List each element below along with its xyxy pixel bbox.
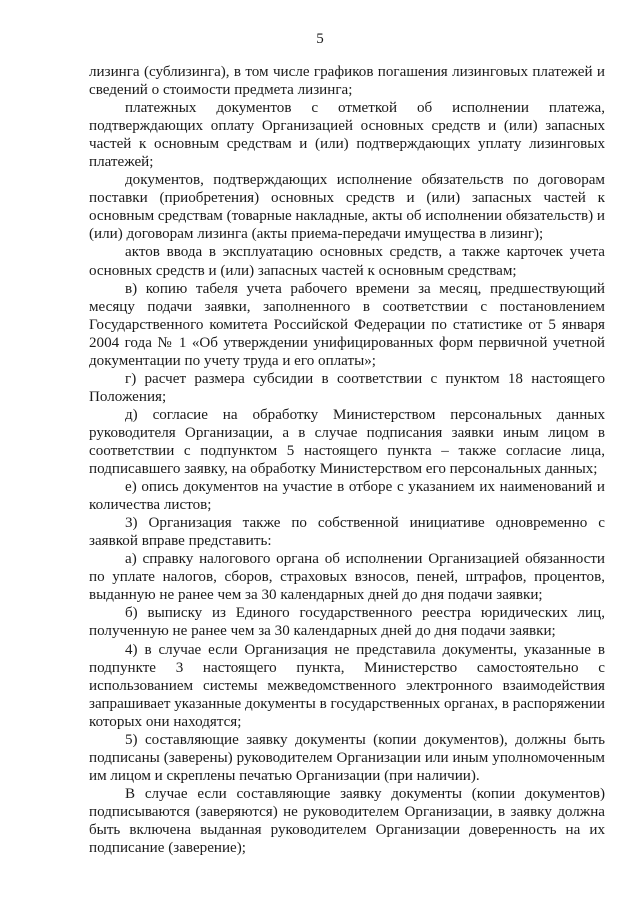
document-body <box>89 63 605 857</box>
paragraph-point-4: 4) в случае если Организация не представила документы, указанные в подпункте 3 настоящего пункта, Министерство самостоятельно с использованием системы межведомственного электронного взаимодействия запрашивает указанные документы в государственных органах, в распоряжении которых они находятся; <box>89 641 605 730</box>
paragraph-item-e: е) опись документов на участие в отборе с указанием их наименований и количества листов; <box>89 479 605 514</box>
paragraph-point-3-b: б) выписку из Единого государственного реестра юридических лиц, полученную не ранее чем за 30 календарных дней до дня подачи заявки; <box>89 605 605 640</box>
page-number: 5 <box>316 31 324 47</box>
paragraph-item-g: г) расчет размера субсидии в соответствии с пунктом 18 настоящего Положения; <box>89 370 605 405</box>
paragraph-point-3: 3) Организация также по собственной инициативе одновременно с заявкой вправе представить: <box>89 515 605 550</box>
paragraph-point-3-a: а) справку налогового органа об исполнении Организацией обязанности по уплате налогов, сборов, страховых взносов, пеней, штрафов, процентов, выданную не ранее чем за 30 календарных дней до дня подачи заявки; <box>89 551 605 604</box>
paragraph-payment-documents: платежных документов с отметкой об исполнении платежа, подтверждающих оплату Организацией основных средств и (или) запасных частей к основным средствам и (или) подтверждающих уплату лизинговых платежей; <box>89 100 605 171</box>
paragraph-point-5: 5) составляющие заявку документы (копии документов), должны быть подписаны (заверены) руководителем Организации или иным уполномоченным им лицом и скреплены печатью Организации (при наличии). <box>89 731 605 784</box>
paragraph-leasing-continuation: лизинга (сублизинга), в том числе графиков погашения лизинговых платежей и сведений о стоимости предмета лизинга; <box>89 64 605 99</box>
paragraph-item-d: д) согласие на обработку Министерством персональных данных руководителя Организации, а в случае подписания заявки иным лицом в соответствии с подпунктом 5 настоящего пункта – также согласие лица, подписавшего заявку, на обработку Министерством его персональных данных; <box>89 406 605 478</box>
paragraph-proxy-signing: В случае если составляющие заявку документы (копии документов) подписываются (заверяются) не руководителем Организации, в заявку должна быть включена выданная руководителем Организации доверенность на их подписание (заверение); <box>89 785 605 857</box>
paragraph-item-v: в) копию табеля учета рабочего времени за месяц, предшествующий месяцу подачи заявки, заполненного в соответствии с постановлением Государственного комитета Российской Федерации по статистике от 5 января 2004 года № 1 «Об утверждении унифицированных форм первичной учетной документации по учету труда и его оплаты»; <box>89 280 605 369</box>
paragraph-obligation-documents: документов, подтверждающих исполнение обязательств по договорам поставки (приобретения) основных средств и (или) запасных частей к основным средствам (товарные накладные, акты об исполнении обязательств) и (или) договорам лизинга (акты приема-передачи имущества в лизинг); <box>89 172 605 243</box>
paragraph-commissioning-acts: актов ввода в эксплуатацию основных средств, а также карточек учета основных средств и (или) запасных частей к основным средствам; <box>89 244 605 279</box>
